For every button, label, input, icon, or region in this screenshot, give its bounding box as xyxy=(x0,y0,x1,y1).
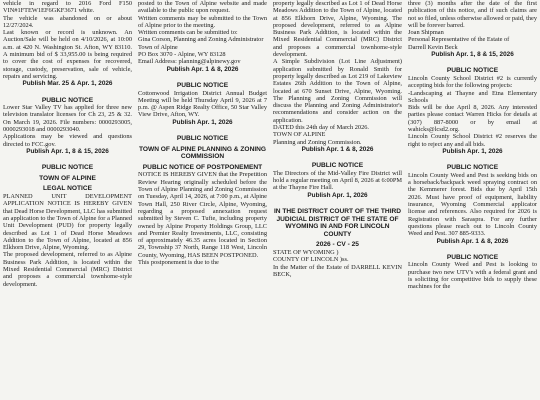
notice-paragraph: Personal Representative of the Estate of xyxy=(408,36,510,44)
notice-paragraph: Darrell Kevin Beck xyxy=(408,43,458,51)
notice-spacer xyxy=(3,155,132,161)
notice-spacer xyxy=(138,73,267,79)
notice-paragraph: Applications may be viewed and questions directed to FCC.gov. xyxy=(3,133,132,148)
publish-dates: Publish Apr. 1, 2026 xyxy=(172,118,233,126)
notice-paragraph: The vehicle was abandoned on or about 12/27/2024. xyxy=(3,14,132,29)
publish-dates: Publish Apr. 1 & 8, 2026 xyxy=(301,145,374,153)
notice-spacer xyxy=(408,155,537,161)
notice-paragraph: NOTICE IS HEREBY GIVEN that the Prepetition Review Hearing originally scheduled before the Town of Alpine Planning and Zoning Commission on Tuesday, April 14, 2026, at 7:00 p.m., at Alpine Town Hall, 250 River Circle, Alpine, Wyoming, regarding a proposed annexation request submitted by Steven C. Tufte, including property owned by Alpine Property Holdings Group, LLC and Premier Realty Investments, LLC, consisting of approximately 46.35 acres located in Section 29, Township 37 North, Range 118 West, Lincoln County, Wyoming, HAS BEEN POSTPONED. xyxy=(138,171,267,259)
notice-heading: PUBLIC NOTICE xyxy=(41,96,94,104)
notice-paragraph: Town of Alpine xyxy=(138,43,178,51)
notice-heading: PUBLIC NOTICE xyxy=(41,164,94,172)
notice-paragraph: TOWN OF ALPINE xyxy=(273,131,326,139)
notice-heading: TOWN OF ALPINE xyxy=(39,174,96,182)
notice-heading: PUBLIC NOTICE OF POSTPONEMENT xyxy=(142,163,263,171)
notice-heading: IN THE DISTRICT COURT OF THE THIRD JUDICIAL DISTRICT OF THE STATE OF WYOMING IN AND FOR LINCOLN COUNTY xyxy=(273,208,402,238)
notice-paragraph: The Directors of the Mid-Valley Fire District will hold a regular meeting on April 8, 2026 at 6:00PM at the Thayne Fire Hall. xyxy=(273,169,402,192)
notice-heading: PUBLIC NOTICE xyxy=(311,162,364,170)
notice-column-2 xyxy=(138,0,267,400)
notice-column-1 xyxy=(3,0,132,400)
notice-paragraph: Lower Star Valley TV has applied for three new television translator licenses for Ch 23, 25 & 32. On March 19, 2026. File numbers: 0000293005, 0000293018 and 0000293040. xyxy=(3,104,132,134)
notice-paragraph: PO Box 3070 - Alpine, WY 83128 xyxy=(138,51,226,59)
notice-paragraph: Lincoln County Weed and Pest is looking to purchase two new UTV's with a federal grant and is soliciting for competitive bids to supply these machines for the xyxy=(408,261,537,291)
publish-dates: Publish Apr. 1, 8 & 15, 2026 xyxy=(431,51,514,59)
publish-dates: Publish Apr. 1 & 8, 2026 xyxy=(436,237,509,245)
notice-paragraph: Lincoln County Weed and Pest is seeking bids on a horseback/backpack weed spraying contract on the Kemmerer forest. Bids due by April 15th 2026. Must have proof of equipment, liability insurance, Wyoming Commercial applicator license and references. Also required for 2026 is Registration with Saraspra. For any further questions please reach out to Lincoln County Weed and Pest. 307 885-9333. xyxy=(408,171,537,238)
notice-paragraph: PLANNED UNIT DEVELOPMENT APPLICATION NOTICE IS HEREBY GIVEN that Dead Horse Development, LLC has submitted an application to the Town of Alpine for a Planned Unit Development (PUD) for property legally described as Lot 1 of Dead Horse Meadows Addition to the Town of Alpine, located at 856 Elkhorn Drive, Alpine, Wyoming. xyxy=(3,193,132,252)
notice-heading: PUBLIC NOTICE xyxy=(446,253,499,261)
notice-paragraph: posted to the Town of Alpine website and made available to the public upon request. xyxy=(138,0,267,15)
notice-spacer xyxy=(3,88,132,94)
notice-spacer xyxy=(273,153,402,159)
notice-spacer xyxy=(138,126,267,132)
notice-column-4 xyxy=(408,0,537,400)
publish-dates: Publish Apr. 1 & 8, 2026 xyxy=(166,65,239,73)
publish-dates: Publish Apr. 1, 8 & 15, 2026 xyxy=(26,147,109,155)
notice-paragraph: vehicle in regard to 2016 Ford F150 VIN#1FTEW1EF6GKF3671 white. xyxy=(3,0,132,15)
notice-paragraph: Bids will be due April 8, 2026. Any interested parties please contact Warren Hicks for details at (307) 887-8000 or by email at wahicks@lcsd2.org. xyxy=(408,104,537,134)
notice-heading: 2026 - CV - 25 xyxy=(316,241,359,249)
notice-heading: PUBLIC NOTICE xyxy=(446,67,499,75)
notice-paragraph: Cottonwood Irrigation District Annual Budget Meeting will be held Thursday April 9, 2026 at 7 p.m. @ Aspen Ridge Realty Office, 50 Star Valley View Drive, Afton, WY. xyxy=(138,89,267,119)
notice-paragraph: This postponement is due to the xyxy=(138,258,219,266)
notice-heading: LEGAL NOTICE xyxy=(43,185,92,193)
notice-paragraph: The proposed development, referred to as Alpine Business Park Addition, is located within the Mixed Residential Commercial (MRC) District and proposes a commercial townhome-style development. xyxy=(3,251,132,288)
notice-paragraph: Gina Corson, Planning and Zoning Administrator xyxy=(138,36,264,44)
notice-paragraph: In the Matter of the Estate of DARRELL KEVIN BECK, xyxy=(273,263,402,278)
notice-paragraph: Lincoln County School District #2 is currently accepting bids for the following projects: xyxy=(408,74,537,90)
notice-paragraph: -Landscaping at Thayne and Etna Elementary Schools xyxy=(408,89,537,104)
notice-paragraph: Joan Shipman xyxy=(408,29,444,37)
notice-paragraph: Last known or record is unknown. An Auction/Sale will be held on 4/10/2026, at 10:00 a.m. at 420 N. Washington St. Afton, WY 83110. A minimum bid of $ 33,955.00 is being required to cover the cost of expenses for recovered, storage, custody, preservation, sale of vehicle, repairs and servicing. xyxy=(3,29,132,80)
notice-paragraph: COUNTY OF LINCOLN )ss. xyxy=(273,256,349,264)
publish-dates: Publish Apr. 1, 2026 xyxy=(307,191,368,199)
notice-paragraph: DATED this 24th day of March 2026. xyxy=(273,124,370,132)
notice-heading: PUBLIC NOTICE xyxy=(176,135,229,143)
notice-spacer xyxy=(273,199,402,205)
notice-paragraph: Planning and Zoning Commission. xyxy=(273,138,362,146)
notice-paragraph: property legally described as Lot 1 of Dead Horse Meadows Addition to the Town of Alpine, located at 856 Elkhorn Drive, Alpine, Wyoming. The proposed development, referred to as Alpine Business Park Addition, is located within the Mixed Residential Commercial (MRC) District and proposes a commercial townhome-style development. xyxy=(273,0,402,59)
notice-paragraph: A Simple Subdivision (Lot Line Adjustment) application submitted by Ronald Smith for property legally described as Lot 219 of Lakeview Estates 26th Addition to the Town of Alpine, located at 670 Sunset Drive, Alpine, Wyoming. The Planning and Zoning Commission will discuss the Planning and Zoning Administrator's recommendations and consider action on the application. xyxy=(273,58,402,124)
publish-dates: Publish Mar. 25 & Apr. 1, 2026 xyxy=(22,80,113,88)
notice-spacer xyxy=(408,245,537,251)
notice-paragraph: STATE OF WYOMING ) xyxy=(273,248,339,256)
notice-paragraph: three (3) months after the date of the first publication of this notice, and if such claims are not so filed, unless otherwise allowed or paid, they will be forever barred. xyxy=(408,0,537,29)
notice-heading: TOWN OF ALPINE PLANNING & ZONING COMMISSION xyxy=(138,145,267,161)
notice-heading: PUBLIC NOTICE xyxy=(446,164,499,172)
notice-spacer xyxy=(408,58,537,64)
notice-column-3 xyxy=(273,0,402,400)
publish-dates: Publish Apr. 1, 2026 xyxy=(442,147,503,155)
notice-paragraph: Written comments can be submitted to: xyxy=(138,29,238,37)
notice-paragraph: Lincoln County School District #2 reserves the right to reject any and all bids. xyxy=(408,133,537,148)
notice-paragraph: Email Address: planning@alpinewy.gov xyxy=(138,58,241,66)
notice-paragraph: Written comments may be submitted to the Town of Alpine prior to the meeting. xyxy=(138,14,267,29)
notice-heading: PUBLIC NOTICE xyxy=(176,81,229,89)
